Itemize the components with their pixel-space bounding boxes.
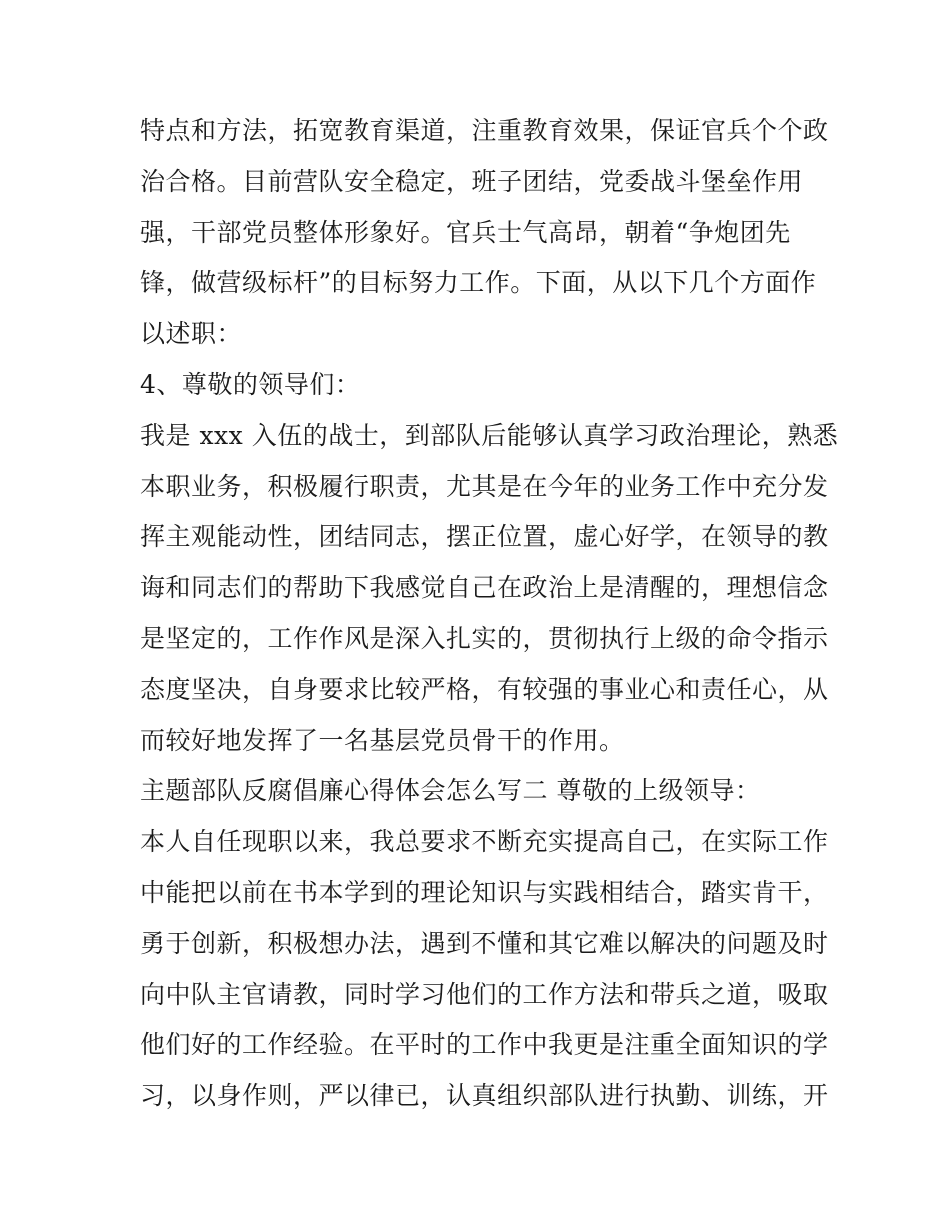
text-line: 他们好的工作经验。在平时的工作中我更是注重全面知识的学 <box>140 1030 829 1060</box>
text-line: 治合格。目前营队安全稳定，班子团结，党委战斗堡垒作用 <box>140 166 804 196</box>
text-line: 锋，做营级标杆”的目标努力工作。下面，从以下几个方面作 <box>140 268 817 298</box>
text-line: 中能把以前在书本学到的理论知识与实践相结合，踏实肯干， <box>140 877 829 907</box>
text-line: 我是 xxx 入伍的战士，到部队后能够认真学习政治理论，熟悉 <box>140 420 839 450</box>
text-line: 向中队主官请教，同时学习他们的工作方法和带兵之道，吸取 <box>140 979 829 1009</box>
text-line: 习，以身作则，严以律已，认真组织部队进行执勤、训练，开 <box>140 1081 829 1111</box>
text-line: 特点和方法，拓宽教育渠道，注重教育效果，保证官兵个个政 <box>140 116 829 145</box>
section-heading: 4、尊敬的领导们： <box>140 369 361 399</box>
section-heading: 主题部队反腐倡廉心得体会怎么写二 尊敬的上级领导： <box>140 776 761 806</box>
text-line: 而较好地发挥了一名基层党员骨干的作用。 <box>140 725 625 755</box>
body-text <box>140 106 839 1122</box>
text-line: 挥主观能动性，团结同志，摆正位置，虚心好学，在领导的教 <box>140 522 829 552</box>
text-line: 以述职： <box>140 319 243 349</box>
text-line: 本职业务，积极履行职责，尤其是在今年的业务工作中充分发 <box>140 471 829 501</box>
text-line: 态度坚决，自身要求比较严格，有较强的事业心和责任心，从 <box>140 674 829 704</box>
text-line: 是坚定的，工作作风是深入扎实的，贯彻执行上级的命令指示 <box>140 623 829 653</box>
text-line: 诲和同志们的帮助下我感觉自己在政治上是清醒的，理想信念 <box>140 573 829 603</box>
text-line: 强，干部党员整体形象好。官兵士气高昂，朝着“争炮团先 <box>140 217 791 247</box>
text-line: 勇于创新，积极想办法，遇到不懂和其它难以解决的问题及时 <box>140 928 829 958</box>
text-line: 本人自任现职以来，我总要求不断充实提高自己，在实际工作 <box>140 827 829 857</box>
